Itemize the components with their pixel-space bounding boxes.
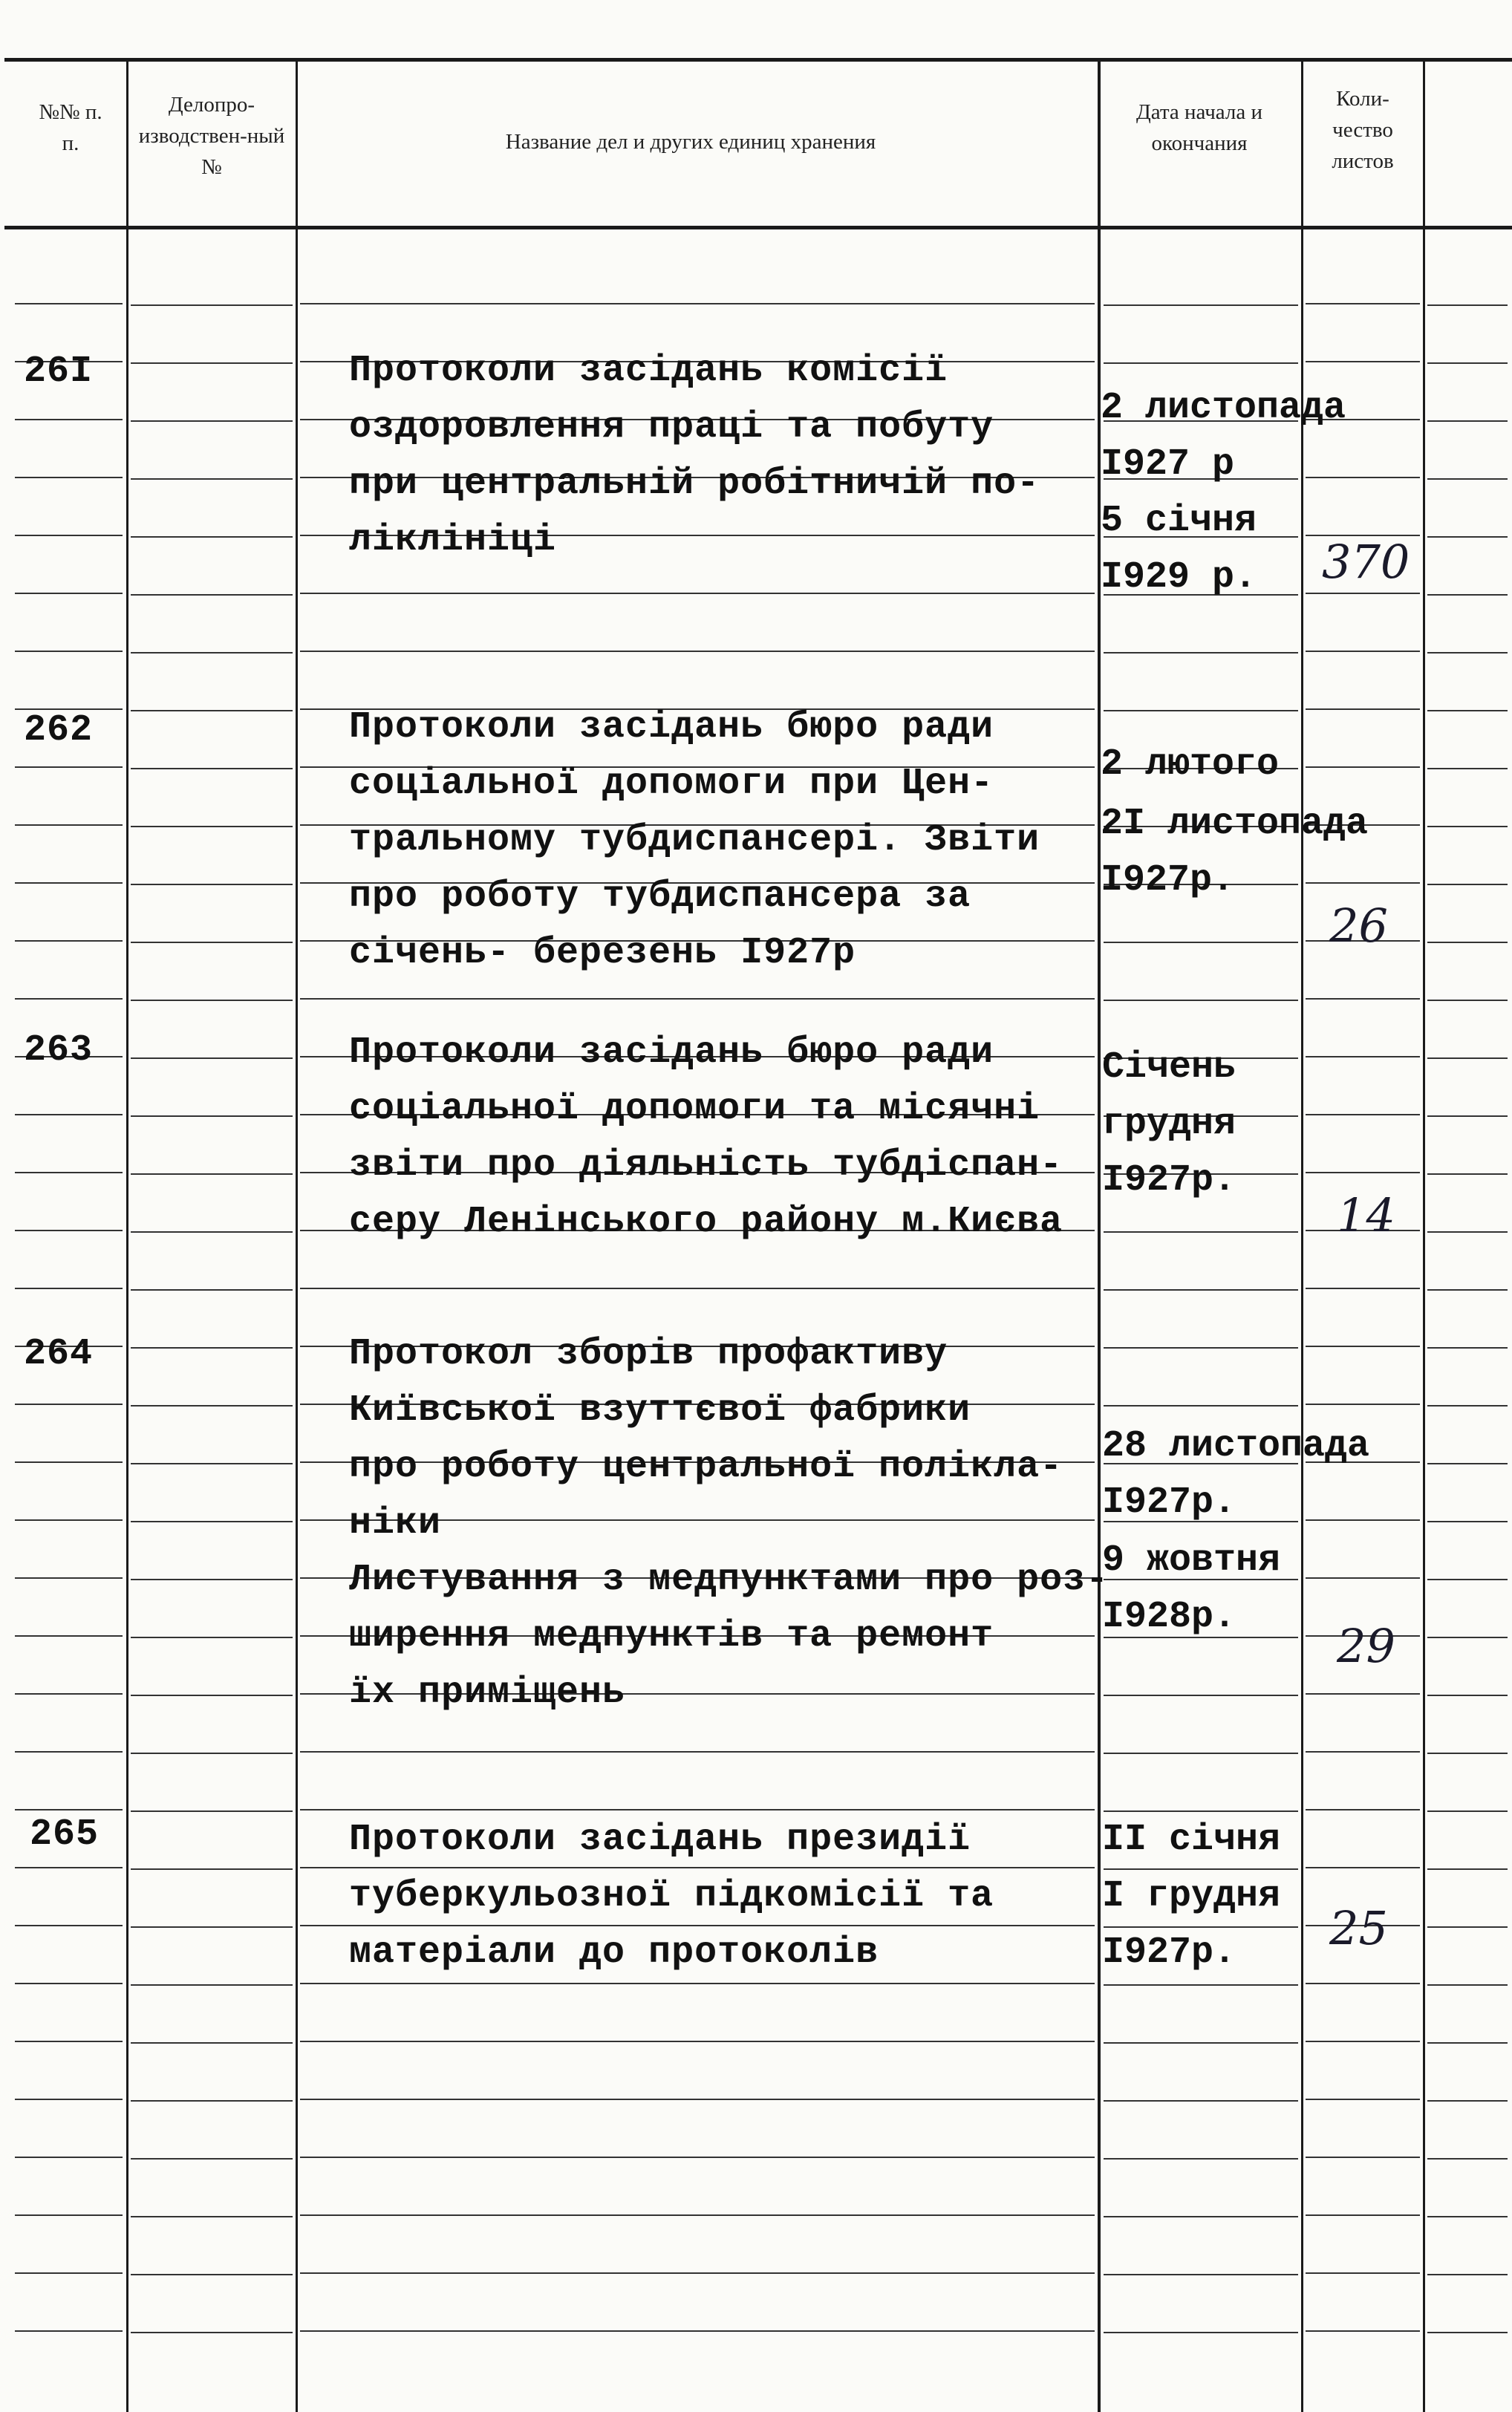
ruled-line bbox=[1104, 652, 1298, 653]
ruled-line bbox=[15, 1867, 123, 1868]
ruled-line bbox=[1104, 1753, 1298, 1754]
entry-title-line: оздоровлення праці та побуту bbox=[349, 406, 994, 449]
ruled-line bbox=[1427, 536, 1508, 538]
entry-date-line: I927р. bbox=[1101, 859, 1235, 902]
ruled-line bbox=[1427, 1521, 1508, 1522]
ruled-line bbox=[131, 1000, 293, 1001]
entry-title-line: ширення медпунктів та ремонт bbox=[349, 1615, 994, 1658]
ruled-line bbox=[1306, 1288, 1420, 1289]
entry-title-line: січень- березень I927р bbox=[349, 932, 856, 974]
entry-date-line: 2 листопада bbox=[1101, 387, 1346, 429]
ruled-line bbox=[15, 1577, 123, 1579]
entry-title-line: Протоколи засідань бюро ради bbox=[349, 1031, 994, 1074]
ruled-line bbox=[1306, 998, 1420, 1000]
ruled-line bbox=[15, 419, 123, 420]
ruled-line bbox=[131, 1115, 293, 1117]
ruled-line bbox=[1306, 2272, 1420, 2274]
ruled-line bbox=[1427, 1173, 1508, 1175]
ruled-line bbox=[1427, 1057, 1508, 1059]
ruled-line bbox=[131, 2158, 293, 2160]
ruled-line bbox=[300, 2157, 1095, 2158]
ruled-line bbox=[131, 1810, 293, 1812]
ruled-line bbox=[300, 2272, 1095, 2274]
ruled-line bbox=[1427, 768, 1508, 769]
entry-sheet-count: 14 bbox=[1337, 1188, 1395, 1242]
entry-title-line: матеріали до протоколів bbox=[349, 1932, 879, 1974]
ruled-line bbox=[1104, 1289, 1298, 1291]
entry-title-line: звіти про діяльність тубдіспан- bbox=[349, 1144, 1063, 1187]
entry-number: 262 bbox=[24, 709, 94, 752]
entry-date-line: I927р. bbox=[1102, 1482, 1236, 1524]
ruled-line bbox=[1306, 1346, 1420, 1347]
entry-date-line: I927 р bbox=[1101, 443, 1235, 486]
ruled-line bbox=[131, 1926, 293, 1928]
entry-date-line: I927р. bbox=[1102, 1159, 1236, 1202]
ruled-line bbox=[15, 1809, 123, 1810]
entry-date-line: Січень bbox=[1102, 1046, 1236, 1089]
ruled-line bbox=[1104, 1231, 1298, 1233]
ruled-line bbox=[1104, 942, 1298, 943]
ruled-line bbox=[131, 826, 293, 827]
ruled-line bbox=[1427, 2100, 1508, 2102]
ruled-line bbox=[131, 420, 293, 422]
ruled-line bbox=[15, 2272, 123, 2274]
ruled-line bbox=[1306, 1809, 1420, 1810]
ruled-line bbox=[1306, 361, 1420, 362]
ruled-line bbox=[15, 535, 123, 536]
ruled-line bbox=[1427, 1926, 1508, 1928]
ruled-line bbox=[300, 303, 1095, 304]
ruled-line bbox=[1104, 2216, 1298, 2217]
ruled-line bbox=[300, 1288, 1095, 1289]
ruled-line bbox=[131, 1231, 293, 1233]
entry-date-line: II січня bbox=[1102, 1819, 1281, 1861]
ruled-line bbox=[1104, 2100, 1298, 2102]
ruled-line bbox=[1306, 708, 1420, 710]
ruled-line bbox=[1306, 2214, 1420, 2216]
entry-date-line: 2 лютого bbox=[1101, 743, 1280, 786]
ruled-line bbox=[15, 2099, 123, 2100]
entry-title-line: тральному тубдиспансері. Звіти bbox=[349, 819, 1040, 861]
ruled-line bbox=[1427, 1753, 1508, 1754]
entry-title-line: соціальної допомоги при Цен- bbox=[349, 763, 994, 805]
ruled-line bbox=[300, 2099, 1095, 2100]
ruled-line bbox=[131, 710, 293, 711]
ruled-line bbox=[131, 942, 293, 943]
ruled-line bbox=[131, 884, 293, 885]
ruled-line bbox=[131, 594, 293, 596]
ruled-line bbox=[1427, 362, 1508, 364]
ruled-line bbox=[15, 998, 123, 1000]
entry-title-line: Київської взуттєвої фабрики bbox=[349, 1389, 971, 1432]
entry-title-line: при центральній робітничій по- bbox=[349, 463, 1040, 505]
ruled-line bbox=[300, 2214, 1095, 2216]
ruled-line bbox=[15, 1519, 123, 1521]
ruled-line bbox=[131, 652, 293, 653]
ruled-line bbox=[300, 1809, 1095, 1810]
ruled-line bbox=[131, 1463, 293, 1464]
table-top-border bbox=[4, 58, 1512, 62]
ruled-line bbox=[131, 2332, 293, 2333]
ruled-line bbox=[15, 303, 123, 304]
entry-date-line: 5 січня bbox=[1101, 500, 1257, 542]
entry-date-line: I927р. bbox=[1102, 1932, 1236, 1974]
ruled-line bbox=[1306, 2041, 1420, 2042]
ruled-line bbox=[300, 998, 1095, 1000]
ruled-line bbox=[300, 593, 1095, 594]
ruled-line bbox=[131, 2274, 293, 2275]
ruled-line bbox=[1427, 1579, 1508, 1580]
ruled-line bbox=[15, 593, 123, 594]
ruled-line bbox=[300, 1751, 1095, 1753]
ruled-line bbox=[131, 536, 293, 538]
ruled-line bbox=[15, 1230, 123, 1231]
ruled-line bbox=[1306, 2157, 1420, 2158]
ruled-line bbox=[1427, 2274, 1508, 2275]
ruled-line bbox=[1427, 2332, 1508, 2333]
ruled-line bbox=[131, 2042, 293, 2044]
entry-date-line: I929 р. bbox=[1101, 556, 1257, 599]
ruled-line bbox=[1306, 1693, 1420, 1695]
ruled-line bbox=[131, 1521, 293, 1522]
entry-title-line: соціальної допомоги та місячні bbox=[349, 1088, 1040, 1130]
entry-date-line: 9 жовтня bbox=[1102, 1539, 1281, 1582]
entry-title-line: туберкульозної підкомісії та bbox=[349, 1875, 994, 1917]
entry-title-line: серу Ленінського району м.Києва bbox=[349, 1201, 1063, 1243]
ruled-line bbox=[1306, 593, 1420, 594]
ruled-line bbox=[1427, 1637, 1508, 1638]
ruled-line bbox=[1427, 478, 1508, 480]
entry-sheet-count: 29 bbox=[1337, 1619, 1395, 1673]
ruled-line bbox=[1427, 420, 1508, 422]
ruled-line bbox=[1306, 1577, 1420, 1579]
ruled-line bbox=[1306, 1983, 1420, 1984]
ruled-line bbox=[131, 1405, 293, 1407]
ruled-line bbox=[1306, 1519, 1420, 1521]
entry-date-line: 28 листопада bbox=[1102, 1425, 1370, 1467]
ruled-line bbox=[15, 824, 123, 826]
ruled-line bbox=[1427, 594, 1508, 596]
ruled-line bbox=[1306, 1404, 1420, 1405]
ruled-line bbox=[1427, 1000, 1508, 1001]
ruled-line bbox=[15, 1288, 123, 1289]
ruled-line bbox=[131, 1753, 293, 1754]
ruled-line bbox=[15, 2330, 123, 2332]
entry-number: 264 bbox=[24, 1333, 94, 1375]
ruled-line bbox=[15, 1114, 123, 1115]
entry-title-line: їх приміщень bbox=[349, 1672, 626, 1714]
ruled-line bbox=[1427, 1810, 1508, 1812]
entry-date-line: I грудня bbox=[1102, 1875, 1281, 1917]
entry-title-line: ліклініці bbox=[349, 519, 557, 561]
entry-number: 263 bbox=[24, 1029, 94, 1072]
entry-sheet-count: 370 bbox=[1322, 535, 1410, 589]
ruled-line bbox=[1427, 1231, 1508, 1233]
entry-title-line: про роботу тубдиспансера за bbox=[349, 876, 971, 918]
ruled-line bbox=[131, 1637, 293, 1638]
ruled-line bbox=[1427, 652, 1508, 653]
ruled-line bbox=[1306, 2330, 1420, 2332]
ruled-line bbox=[131, 1173, 293, 1175]
ruled-line bbox=[1104, 2332, 1298, 2333]
ruled-line bbox=[1427, 1115, 1508, 1117]
entry-sheet-count: 25 bbox=[1329, 1901, 1388, 1955]
ruled-line bbox=[131, 1347, 293, 1349]
header-col-sheets: Коли-чество листов bbox=[1332, 87, 1394, 173]
ruled-line bbox=[15, 766, 123, 768]
entry-date-line: грудня bbox=[1102, 1103, 1236, 1145]
header-col-dates: Дата начала и окончания bbox=[1135, 100, 1263, 155]
ruled-line bbox=[131, 2216, 293, 2217]
ruled-line bbox=[1427, 1347, 1508, 1349]
header-col-title: Название дел и других единиц хранения bbox=[505, 130, 876, 154]
ruled-line bbox=[1427, 304, 1508, 306]
ruled-line bbox=[15, 2214, 123, 2216]
ruled-line bbox=[131, 1289, 293, 1291]
ruled-line bbox=[1306, 1114, 1420, 1115]
ruled-line bbox=[1306, 1172, 1420, 1173]
ruled-line bbox=[15, 2157, 123, 2158]
ruled-line bbox=[15, 1751, 123, 1753]
ruled-line bbox=[1427, 2158, 1508, 2160]
ruled-line bbox=[15, 1635, 123, 1637]
ruled-line bbox=[1306, 1751, 1420, 1753]
ruled-line bbox=[131, 1579, 293, 1580]
ruled-line bbox=[1427, 1463, 1508, 1464]
ruled-line bbox=[131, 1695, 293, 1696]
ruled-line bbox=[15, 1461, 123, 1463]
ruled-line bbox=[1427, 2216, 1508, 2217]
entry-number: 26I bbox=[24, 351, 94, 393]
ruled-line bbox=[131, 2100, 293, 2102]
column-divider-1 bbox=[126, 59, 128, 2412]
ruled-line bbox=[15, 1925, 123, 1926]
ruled-line bbox=[15, 1693, 123, 1695]
ruled-line bbox=[1306, 2099, 1420, 2100]
ruled-line bbox=[1306, 651, 1420, 652]
header-col-case-number: Делопро-изводствен-ный № bbox=[138, 93, 285, 179]
ruled-line bbox=[1104, 2158, 1298, 2160]
ruled-line bbox=[1104, 1000, 1298, 1001]
ruled-line bbox=[1104, 362, 1298, 364]
ruled-line bbox=[1306, 477, 1420, 478]
ruled-line bbox=[1427, 2042, 1508, 2044]
ruled-line bbox=[1306, 1056, 1420, 1057]
ruled-line bbox=[1306, 766, 1420, 768]
entry-title-line: Протокол зборів профактиву bbox=[349, 1333, 948, 1375]
ruled-line bbox=[15, 651, 123, 652]
ruled-line bbox=[1104, 1405, 1298, 1407]
ruled-line bbox=[131, 478, 293, 480]
header-col-number: №№ п. п. bbox=[39, 100, 102, 155]
ruled-line bbox=[1306, 303, 1420, 304]
ruled-line bbox=[15, 940, 123, 942]
ruled-line bbox=[15, 477, 123, 478]
ruled-line bbox=[15, 882, 123, 884]
entry-number: 265 bbox=[30, 1813, 100, 1856]
ruled-line bbox=[1427, 1984, 1508, 1986]
ruled-line bbox=[131, 1984, 293, 1986]
ruled-line bbox=[131, 362, 293, 364]
ruled-line bbox=[1427, 710, 1508, 711]
entry-date-line: I928р. bbox=[1102, 1596, 1236, 1638]
ruled-line bbox=[1427, 1289, 1508, 1291]
entry-title-line: ніки bbox=[349, 1502, 442, 1545]
entry-sheet-count: 26 bbox=[1329, 899, 1388, 953]
entry-date-line: 2I листопада bbox=[1101, 803, 1369, 845]
ruled-line bbox=[15, 2041, 123, 2042]
ruled-line bbox=[1104, 2274, 1298, 2275]
ruled-line bbox=[1427, 942, 1508, 943]
ruled-line bbox=[1427, 1405, 1508, 1407]
ruled-line bbox=[1306, 1867, 1420, 1868]
ruled-line bbox=[300, 1983, 1095, 1984]
entry-title-line: про роботу центральної полікла- bbox=[349, 1446, 1063, 1488]
ruled-line bbox=[300, 651, 1095, 652]
ruled-line bbox=[300, 2330, 1095, 2332]
entry-title-line: Протоколи засідань комісії bbox=[349, 350, 948, 392]
ruled-line bbox=[1104, 710, 1298, 711]
ruled-line bbox=[15, 1983, 123, 1984]
ruled-line bbox=[1104, 304, 1298, 306]
ruled-line bbox=[1427, 826, 1508, 827]
ruled-line bbox=[15, 1172, 123, 1173]
ruled-line bbox=[131, 1057, 293, 1059]
entry-title-line: Протоколи засідань бюро ради bbox=[349, 706, 994, 749]
ruled-line bbox=[1104, 2042, 1298, 2044]
ruled-line bbox=[131, 304, 293, 306]
ruled-line bbox=[131, 768, 293, 769]
ruled-line bbox=[1104, 1984, 1298, 1986]
ruled-line bbox=[1104, 1695, 1298, 1696]
ruled-line bbox=[1306, 882, 1420, 884]
entry-title-line: Листування з медпунктами про роз- bbox=[349, 1559, 1109, 1601]
ruled-line bbox=[1427, 1695, 1508, 1696]
header-bottom-border bbox=[4, 226, 1512, 229]
ruled-line bbox=[131, 1868, 293, 1870]
ruled-line bbox=[15, 1404, 123, 1405]
ruled-line bbox=[1427, 884, 1508, 885]
ruled-line bbox=[300, 2041, 1095, 2042]
column-divider-2 bbox=[296, 59, 298, 2412]
ruled-line bbox=[1427, 1868, 1508, 1870]
column-divider-5 bbox=[1423, 59, 1425, 2412]
entry-title-line: Протоколи засідань президії bbox=[349, 1819, 971, 1861]
ruled-line bbox=[1104, 1347, 1298, 1349]
